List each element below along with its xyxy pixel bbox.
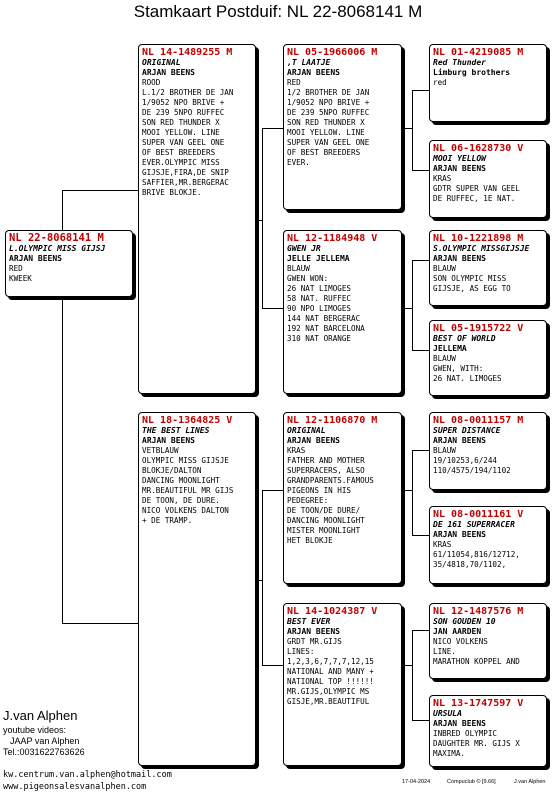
ddd-card[interactable] <box>429 695 547 767</box>
connector <box>62 623 139 624</box>
pigeon-name: BEST OF WORLD <box>433 334 496 343</box>
connector <box>412 260 413 350</box>
connector <box>412 90 413 170</box>
ring-number: NL 22-8068141 M <box>9 232 104 244</box>
footer-email[interactable]: kw.centrum.van.alphen@hotmail.com <box>3 770 172 780</box>
ring-number: NL 14-1024387 V <box>287 606 378 617</box>
connector <box>262 128 263 308</box>
breeder-name: ARJAN BEENS <box>433 436 486 445</box>
owner-phone: Tel.:0031622763626 <box>3 747 85 757</box>
breeder-name: ARJAN BEENS <box>433 530 486 539</box>
connector <box>62 190 139 191</box>
connector <box>412 90 429 91</box>
ring-number: NL 14-1489255 M <box>142 47 233 58</box>
dsd-card[interactable] <box>429 506 547 584</box>
breeder-name: Limburg brothers <box>433 68 511 77</box>
pigeon-name: URSULA <box>433 709 462 718</box>
pigeon-name: SON GOUDEN 10 <box>433 617 496 626</box>
pigeon-name: MOOI YELLOW <box>433 154 486 163</box>
pigeon-info: NICO VOLKENS LINE. MARATHON KOPPEL AND <box>433 637 520 666</box>
connector <box>412 630 413 720</box>
ssd-card[interactable] <box>429 140 547 218</box>
connector <box>412 260 429 261</box>
ring-number: NL 08-0011157 M <box>433 415 524 426</box>
breeder-name: ARJAN BEENS <box>433 164 486 173</box>
breeder-name: JELLEMA <box>433 344 467 353</box>
connector <box>404 128 412 129</box>
ring-number: NL 10-1221898 M <box>433 233 524 244</box>
ring-number: NL 12-1487576 M <box>433 606 524 617</box>
connector <box>262 490 283 491</box>
pigeon-info: BLAUW GWEN, WITH: 26 NAT. LIMOGES <box>433 354 502 383</box>
sire-card[interactable] <box>138 44 256 394</box>
ring-number: NL 08-0011161 V <box>433 509 524 520</box>
youtube-label: youtube videos: <box>3 725 67 735</box>
ring-number: NL 05-1966006 M <box>287 47 378 58</box>
pigeon-info: KRAS FATHER AND MOTHER SUPERRACERS, ALSO GRANDPARENTS.FAMOUS PIGEONS IN HIS PEDEGREE: DE TOON/DE DURE/ DANCING MOONLIGHT MISTER MOONLIGHT HET BLOKJE <box>287 446 374 545</box>
pigeon-name: SUPER DISTANCE <box>433 426 501 435</box>
sds-card[interactable] <box>429 230 547 306</box>
ring-number: NL 05-1915722 V <box>433 323 524 334</box>
breeder-name: ARJAN BEENS <box>287 436 340 445</box>
sdd-card[interactable] <box>429 320 547 396</box>
connector <box>262 128 283 129</box>
pigeon-info: red <box>433 78 447 87</box>
pigeon-info: INBRED OLYMPIC DAUGHTER MR. GIJS X MAXIMA. <box>433 729 520 758</box>
connector <box>62 190 63 230</box>
breeder-name: ARJAN BEENS <box>287 68 340 77</box>
connector <box>262 490 263 665</box>
breeder-name: ARJAN BEENS <box>9 254 62 263</box>
sss-card[interactable] <box>429 44 547 122</box>
connector <box>62 297 63 623</box>
pigeon-info: KRAS GDTR SUPER VAN GEEL DE RUFFEC, 1E NAT. <box>433 174 520 203</box>
pigeon-info: BLAUW GWEN WON: 26 NAT LIMOGES 58 NAT. RUFFEC 90 NPO LIMOGES 144 NAT BERGERAC 192 NAT BARCELONA 310 NAT ORANGE <box>287 264 365 343</box>
pigeon-info: GRDT MR.GIJS LINES: 1,2,3,6,7,7,7,12,15 NATIONAL AND MANY + NATIONAL TOP !!!!!! MR.GIJS,OLYMPIC MS GISJE,MR.BEAUTIFUL <box>287 637 374 706</box>
ring-number: NL 12-1184948 V <box>287 233 378 244</box>
pigeon-name: THE BEST LINES <box>142 426 210 435</box>
connector <box>412 720 429 721</box>
pigeon-info: BLAUW 19/10253,6/244 110/4575/194/1102 <box>433 446 511 475</box>
breeder-name: ARJAN BEENS <box>287 627 340 636</box>
pigeon-name: ORIGINAL <box>142 58 181 67</box>
connector <box>262 308 283 309</box>
connector <box>412 450 429 451</box>
pigeon-info: BLAUW SON OLYMPIC MISS GIJSJE, AS EGG TO <box>433 264 511 293</box>
ring-number: NL 06-1628730 V <box>433 143 524 154</box>
pigeon-name: DE 161 SUPERRACER <box>433 520 515 529</box>
ring-number: NL 12-1106870 M <box>287 415 378 426</box>
connector <box>404 490 412 491</box>
pigeon-name: S.OLYMPIC MISSGIJSJE <box>433 244 530 253</box>
pigeon-name: GWEN JR <box>287 244 321 253</box>
connector <box>404 665 412 666</box>
sire-dam-card[interactable] <box>283 230 402 394</box>
dam-sire-card[interactable] <box>283 412 402 584</box>
breeder-name: ARJAN BEENS <box>433 254 486 263</box>
pigeon-info: KRAS 61/11054,816/12712, 35/4818,70/1102, <box>433 540 520 569</box>
youtube-channel: JAAP van Alphen <box>10 736 80 746</box>
owner-name: J.van Alphen <box>3 708 78 723</box>
connector <box>412 450 413 535</box>
breeder-name: ARJAN BEENS <box>142 68 195 77</box>
connector <box>412 170 429 171</box>
ring-number: NL 18-1364825 V <box>142 415 233 426</box>
pigeon-name: Red Thunder <box>433 58 486 67</box>
footer-website[interactable]: www.pigeonsalesvanalphen.com <box>3 782 147 792</box>
dam-dam-card[interactable] <box>283 603 402 766</box>
footer-author: J.van Alphen <box>514 779 546 785</box>
pigeon-info: RED KWEEK <box>9 264 32 283</box>
connector <box>262 665 283 666</box>
sire-sire-card[interactable] <box>283 44 402 210</box>
pigeon-name: ,T LAATJE <box>287 58 331 67</box>
ring-number: NL 13-1747597 V <box>433 698 524 709</box>
breeder-name: ARJAN BEENS <box>433 719 486 728</box>
breeder-name: JELLE JELLEMA <box>287 254 350 263</box>
dam-card[interactable] <box>138 412 256 766</box>
connector <box>412 350 429 351</box>
pigeon-name: L.OLYMPIC MISS GIJSJ <box>9 244 106 253</box>
dss-card[interactable] <box>429 412 547 490</box>
footer-software: Compuclub © [9.66] <box>447 779 496 785</box>
subject-card[interactable] <box>5 230 133 297</box>
connector <box>412 630 429 631</box>
pigeon-info: ROOD L.1/2 BROTHER DE JAN 1/9052 NPO BRIVE + DE 239 5NPO RUFFEC SON RED THUNDER X MOOI YELLOW. LINE SUPER VAN GEEL ONE OF BEST BREEDERS EVER.OLYMPIC MISS GIJSJE,FIRA,DE SNIP SAFFIER,MR.BERGERAC BRIVE BLOKJE. <box>142 78 234 197</box>
ring-number: NL 01-4219085 M <box>433 47 524 58</box>
pigeon-info: RED 1/2 BROTHER DE JAN 1/9052 NPO BRIVE + DE 239 5NPO RUFFEC SON RED THUNDER X MOOI YELLOW. LINE SUPER VAN GEEL ONE OF BEST BREEDERS EVER. <box>287 78 370 167</box>
breeder-name: JAN AARDEN <box>433 627 482 636</box>
connector <box>412 535 429 536</box>
pigeon-info: VETBLAUW OLYMPIC MISS GIJSJE BLOKJE/DALTON DANCING MOONLIGHT MR.BEAUTIFUL MR GIJS DE TOON, DE DURE. NICO VOLKENS DALTON + DE TRAMP. <box>142 446 234 525</box>
dds-card[interactable] <box>429 603 547 679</box>
pigeon-name: BEST EVER <box>287 617 331 626</box>
connector <box>404 308 412 309</box>
page-title: Stamkaart Postduif: NL 22-8068141 M <box>133 2 423 21</box>
breeder-name: ARJAN BEENS <box>142 436 195 445</box>
footer-date: 17-04-2024 <box>402 779 431 785</box>
pigeon-name: ORIGINAL <box>287 426 326 435</box>
